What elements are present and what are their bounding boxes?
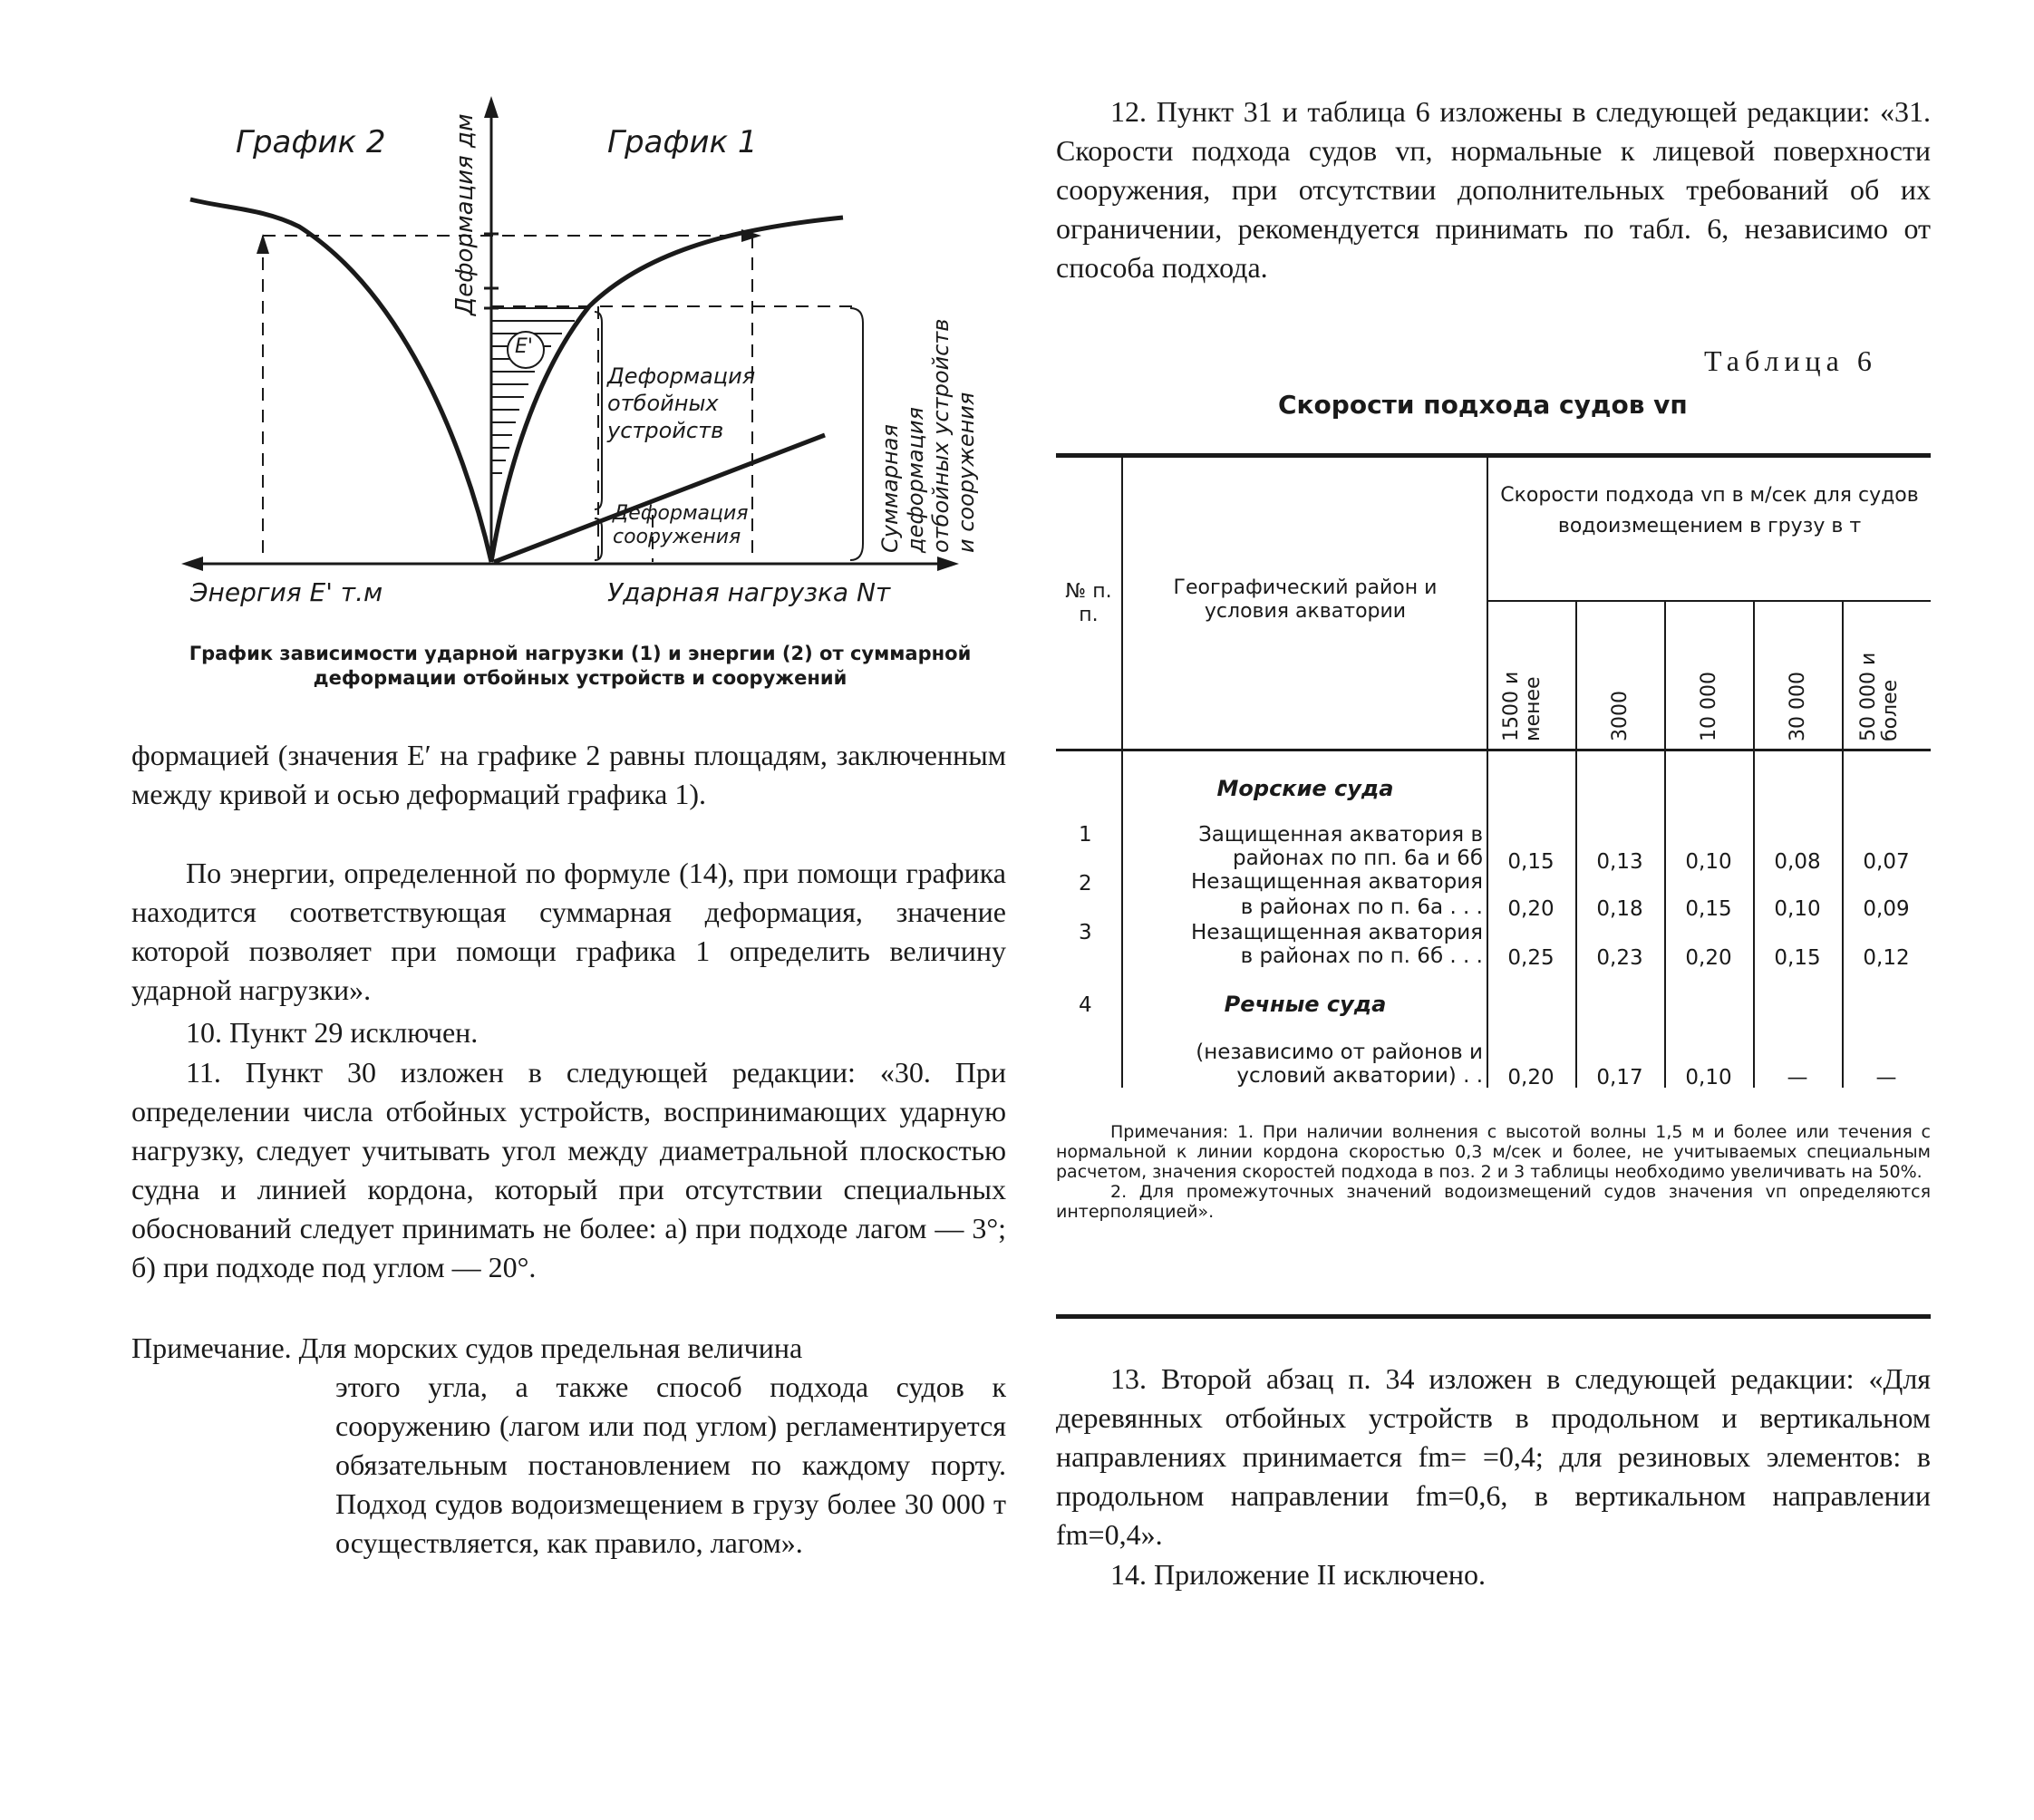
table-note-1: Примечания: 1. При наличии волнения с высотой волны 1,5 м и более или течения с нормальной к линии кордона скоростью 0,3 м/сек и более, не учитываемых специальным расчетом, значения скоростей подхода в поз. 2 и 3 таблицы необходимо увеличивать на 50%.: [1056, 1122, 1931, 1182]
structure-deformation-label: Деформация сооружения: [613, 502, 749, 548]
brace-fender-deformation: [595, 312, 602, 509]
figure-graph: [172, 91, 979, 616]
table-note-2: 2. Для промежуточных значений водоизмещений судов значения vп определяются интерполяцией».: [1056, 1182, 1931, 1222]
row1-v10000: 0,10: [1685, 850, 1732, 874]
right-paragraph-14: 14. Приложение II исключено.: [1110, 1558, 1487, 1591]
x-axis-left-arrow: [181, 557, 203, 571]
y-axis-label: Деформация дм: [451, 113, 479, 315]
note-first-line: [131, 1329, 1006, 1368]
x-axis-left-label: Энергия E' т.м: [190, 577, 383, 607]
table-vline-c4: [1842, 602, 1844, 1088]
area-e-label: E': [515, 335, 533, 358]
graph2-label: График 2: [236, 124, 386, 160]
table-number-label: Таблица 6: [1704, 344, 1877, 377]
th-region: Географический район и условия акватории: [1173, 576, 1438, 623]
note-continuation: этого угла, а также способ подхода судов к сооружению (лагом или под углом) регламентируется обязательным постановлением по каждому порту. Подход судов водоизмещением в грузу более 30 000 т осуществляется, как правило, лагом».: [335, 1370, 1006, 1559]
table-vline-num: [1121, 458, 1123, 1088]
table-header-rule: [1056, 749, 1931, 751]
row4-v1500: 0,20: [1507, 1066, 1555, 1089]
th-col-10000: 10 000: [1698, 672, 1720, 741]
row3-num: 3: [1079, 921, 1092, 944]
table-vline-c3: [1753, 602, 1755, 1088]
table-vline-region: [1487, 458, 1488, 1088]
row4-region-line2: условий акватории) . .: [1236, 1064, 1483, 1088]
row4-v10000: 0,10: [1685, 1066, 1732, 1089]
right-paragraph-12: 12. Пункт 31 и таблица 6 изложены в следующей редакции: «31. Скорости подхода судов vп, нормальные к лицевой поверхности сооружения, при отсутствии дополнительных требований об их ограничении, рекомендуется принимать по табл. 6, независимо от способа подхода.: [1056, 95, 1931, 284]
row4-v3000: 0,17: [1596, 1066, 1643, 1089]
right-paragraph-13: 13. Второй абзац п. 34 изложен в следующей редакции: «Для деревянных отбойных устройств в продольном и вертикальном направлениях принимается fm= =0,4; для резиновых элементов: в продольном направлении fm=0,6, в вертикальном направлении fm=0,4».: [1056, 1362, 1931, 1551]
th-col-1500: 1500 и менее: [1500, 671, 1545, 741]
th-number: № п. п.: [1065, 580, 1112, 626]
graph-drawing: [172, 91, 970, 616]
row3-region-line1: Незащищенная акватория: [1191, 921, 1483, 944]
dashed-arrow-up: [257, 234, 269, 254]
section-sea-ships: Морские суда: [1216, 776, 1394, 801]
row3-v30000: 0,15: [1774, 946, 1821, 970]
row2-region-line1: Незащищенная акватория: [1191, 870, 1483, 894]
row3-v1500: 0,25: [1507, 946, 1555, 970]
row4-region-line1: (независимо от районов и: [1196, 1041, 1483, 1064]
row1-v50000: 0,07: [1863, 850, 1910, 874]
curve-graph-2: [190, 199, 491, 562]
row3-region-line2: в районах по п. 6б . . .: [1240, 944, 1483, 968]
left-paragraph-2: По энергии, определенной по формуле (14), при помощи графика находится соответствующая суммарная деформация, значение которой позволяет при помощи графика 1 определить величину ударной нагрузки».: [131, 857, 1006, 1006]
figure-caption: График зависимости ударной нагрузки (1) и энергии (2) от суммарной деформации отбойных устройств и сооружений: [189, 643, 972, 689]
row1-v30000: 0,08: [1774, 850, 1821, 874]
th-col-3000: 3000: [1609, 691, 1632, 741]
row3-v50000: 0,12: [1863, 946, 1910, 970]
row2-region-line2: в районах по п. 6а . . .: [1240, 895, 1483, 919]
table-vline-c1: [1575, 602, 1577, 1088]
th-speed: Скорости подхода vп в м/сек для судов водоизмещением в грузу в т: [1500, 484, 1919, 537]
row4-v50000: —: [1875, 1066, 1897, 1089]
table-vline-c2: [1664, 602, 1666, 1088]
row2-num: 2: [1079, 872, 1092, 895]
graph1-label: График 1: [607, 124, 758, 160]
left-paragraph-3: 10. Пункт 29 исключен.: [186, 1016, 479, 1049]
row1-num: 1: [1079, 823, 1092, 847]
brace-total-deformation: [850, 308, 863, 560]
row1-region-line1: Защищенная акватория в: [1198, 823, 1483, 847]
row2-v50000: 0,09: [1863, 897, 1910, 921]
note-label: Примечание.: [131, 1331, 292, 1364]
table-title: Скорости подхода судов vп: [1278, 390, 1688, 420]
row4-num: 4: [1079, 993, 1092, 1017]
row1-v1500: 0,15: [1507, 850, 1555, 874]
table-bottom-rule: [1056, 1314, 1931, 1319]
row1-region-line2: районах по пп. 6а и 6б: [1233, 847, 1483, 870]
x-axis-right-label: Ударная нагрузка Nт: [607, 577, 891, 607]
note-first-text: Для морских судов предельная величина: [298, 1331, 803, 1364]
x-axis-right-arrow: [937, 557, 959, 571]
table-subheader-rule: [1487, 600, 1931, 602]
row3-v10000: 0,20: [1685, 946, 1732, 970]
th-col-30000: 30 000: [1787, 672, 1809, 741]
row2-v10000: 0,15: [1685, 897, 1732, 921]
row2-v1500: 0,20: [1507, 897, 1555, 921]
left-paragraph-4: 11. Пункт 30 изложен в следующей редакции: «30. При определении числа отбойных устройств, воспринимающих ударную нагрузку, следует учитывать угол между диаметральной плоскостью судна и линией кордона, который при отсутствии специальных обоснований следует принимать не более: а) при подходе лагом — 3°; б) при подходе под углом — 20°.: [131, 1056, 1006, 1283]
table-notes: [1056, 1122, 1931, 1222]
y-axis-arrow: [484, 96, 499, 118]
fender-deformation-label: Деформация отбойных устройств: [607, 363, 756, 443]
left-paragraph-1: формацией (значения E′ на графике 2 равны площадям, заключенным между кривой и осью деформаций графика 1).: [131, 739, 1006, 810]
row2-v30000: 0,10: [1774, 897, 1821, 921]
th-col-50000: 50 000 и более: [1857, 652, 1902, 741]
table-top-rule: [1056, 453, 1931, 458]
row1-v3000: 0,13: [1596, 850, 1643, 874]
row3-v3000: 0,23: [1596, 946, 1643, 970]
total-deformation-label: Суммарная деформация отбойных устройств и сооружения: [877, 318, 979, 553]
dashed-guides: [263, 236, 861, 562]
row2-v3000: 0,18: [1596, 897, 1643, 921]
row4-v30000: —: [1787, 1066, 1808, 1089]
section-river-ships: Речные суда: [1224, 992, 1387, 1017]
